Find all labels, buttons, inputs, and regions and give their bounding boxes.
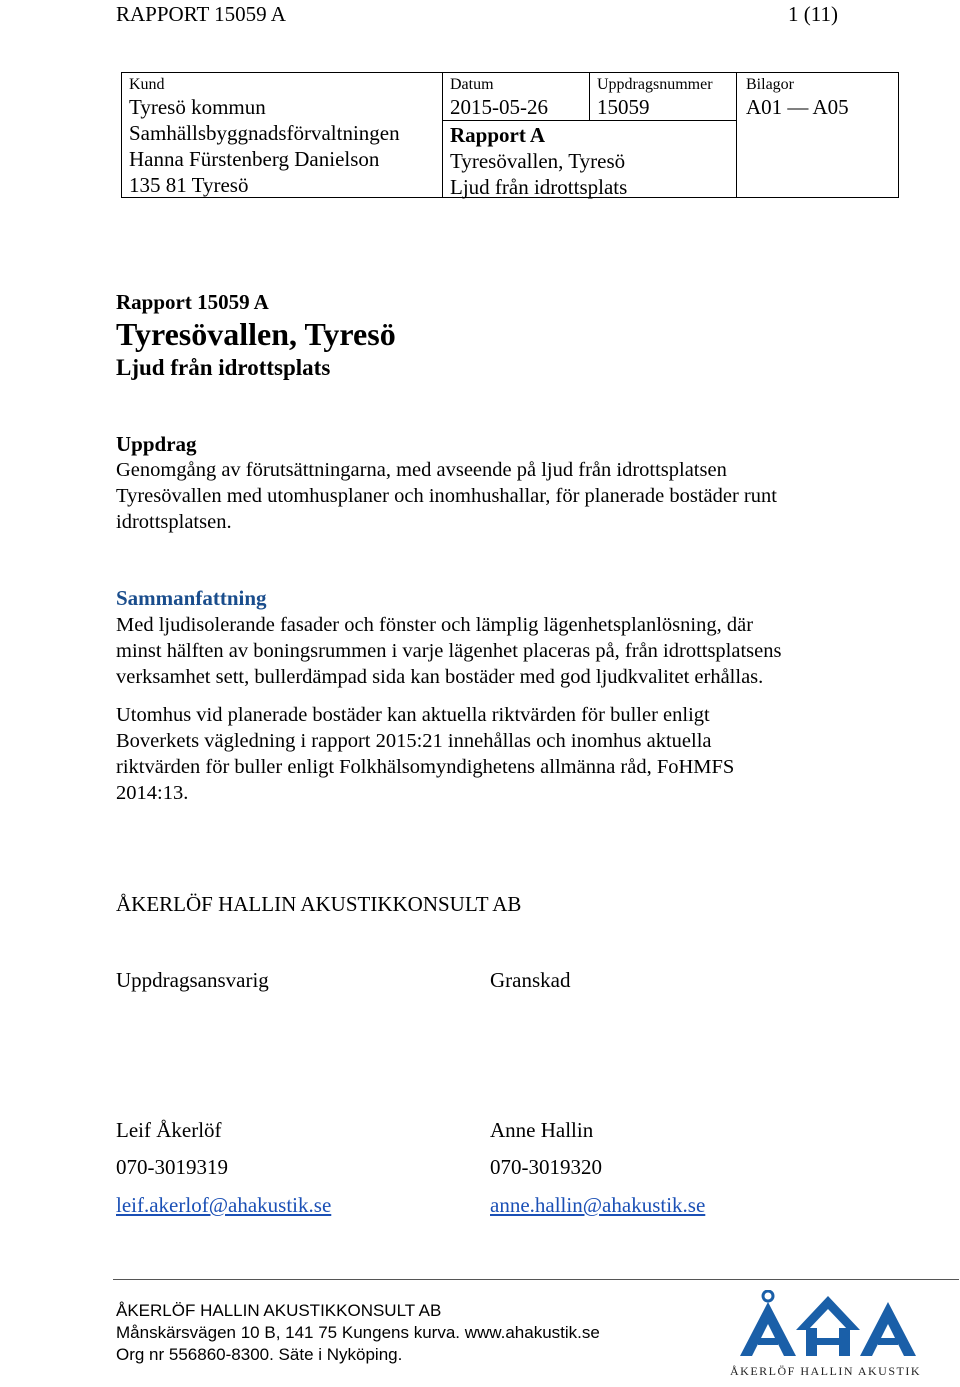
text-line: Tyresövallen med utomhusplaner och inomhushallar, för planerade bostäder runt [116, 485, 777, 507]
logo-caption: ÅKERLÖF HALLIN AKUSTIK [730, 1364, 921, 1378]
datum-value: 2015-05-26 [450, 95, 548, 119]
report-place: Tyresövallen, Tyresö [116, 316, 396, 352]
uppdragsnummer-label: Uppdragsnummer [597, 76, 713, 93]
text-line: verksamhet sett, bullerdämpad sida kan bostäder med god ljudkvalitet erhållas. [116, 666, 764, 688]
text-line: Utomhus vid planerade bostäder kan aktuella riktvärden för buller enligt [116, 704, 710, 726]
rapport-title: Rapport A [450, 123, 546, 147]
footer-divider [113, 1279, 959, 1280]
footer-line: Månskärsvägen 10 B, 141 75 Kungens kurva. www.ahakustik.se [116, 1323, 600, 1342]
footer-address [116, 1300, 600, 1366]
info-box-divider [442, 72, 443, 198]
text-line: Genomgång av förutsättningarna, med avseende på ljud från idrottsplatsen [116, 459, 727, 481]
info-box-divider [736, 72, 737, 198]
bilagor-value: A01 — A05 [746, 95, 849, 119]
email-link-left[interactable]: leif.akerlof@ahakustik.se [116, 1193, 332, 1217]
text-line: idrottsplatsen. [116, 511, 232, 533]
phone-left: 070-3019319 [116, 1155, 228, 1179]
uppdrag-heading: Uppdrag [116, 432, 197, 456]
report-number-header: RAPPORT 15059 A [116, 2, 286, 26]
info-box-divider [442, 120, 736, 121]
sammanfattning-paragraph [116, 702, 734, 806]
sammanfattning-heading: Sammanfattning [116, 586, 267, 610]
role-left: Uppdragsansvarig [116, 968, 269, 992]
info-box-divider [589, 72, 590, 120]
datum-label: Datum [450, 76, 494, 93]
report-title: Rapport 15059 A [116, 290, 269, 314]
footer-line: ÅKERLÖF HALLIN AKUSTIKKONSULT AB [116, 1301, 442, 1320]
kund-line: Tyresö kommun [129, 95, 266, 119]
text-line: minst hälften av boningsrummen i varje lägenhet placeras på, från idrottsplatsens [116, 640, 782, 662]
signer-name-left: Leif Åkerlöf [116, 1118, 222, 1142]
uppdragsnummer-value: 15059 [597, 95, 650, 119]
kund-line: Samhällsbyggnadsförvaltningen [129, 121, 400, 145]
kund-line: Hanna Fürstenberg Danielson [129, 147, 380, 171]
bilagor-label: Bilagor [746, 76, 794, 93]
email-link-right[interactable]: anne.hallin@ahakustik.se [490, 1193, 706, 1217]
sammanfattning-paragraph [116, 612, 781, 690]
kund-line: 135 81 Tyresö [129, 173, 249, 197]
kund-label: Kund [129, 76, 165, 93]
footer-line: Org nr 556860-8300. Säte i Nyköping. [116, 1345, 403, 1364]
report-subject: Ljud från idrottsplats [116, 355, 331, 380]
company-logo [728, 1290, 928, 1382]
text-line: Boverkets vägledning i rapport 2015:21 innehållas och inomhus aktuella [116, 730, 712, 752]
company-name: ÅKERLÖF HALLIN AKUSTIKKONSULT AB [116, 892, 522, 916]
text-line: riktvärden för buller enligt Folkhälsomyndighetens allmänna råd, FoHMFS [116, 756, 735, 778]
role-right: Granskad [490, 968, 571, 992]
page-number: 1 (11) [788, 2, 838, 26]
text-line: 2014:13. [116, 782, 189, 804]
rapport-line: Tyresövallen, Tyresö [450, 149, 626, 173]
phone-right: 070-3019320 [490, 1155, 602, 1179]
signer-name-right: Anne Hallin [490, 1118, 594, 1142]
rapport-line: Ljud från idrottsplats [450, 175, 628, 199]
uppdrag-text [116, 457, 777, 535]
text-line: Med ljudisolerande fasader och fönster och lämplig lägenhetsplanlösning, där [116, 614, 754, 636]
